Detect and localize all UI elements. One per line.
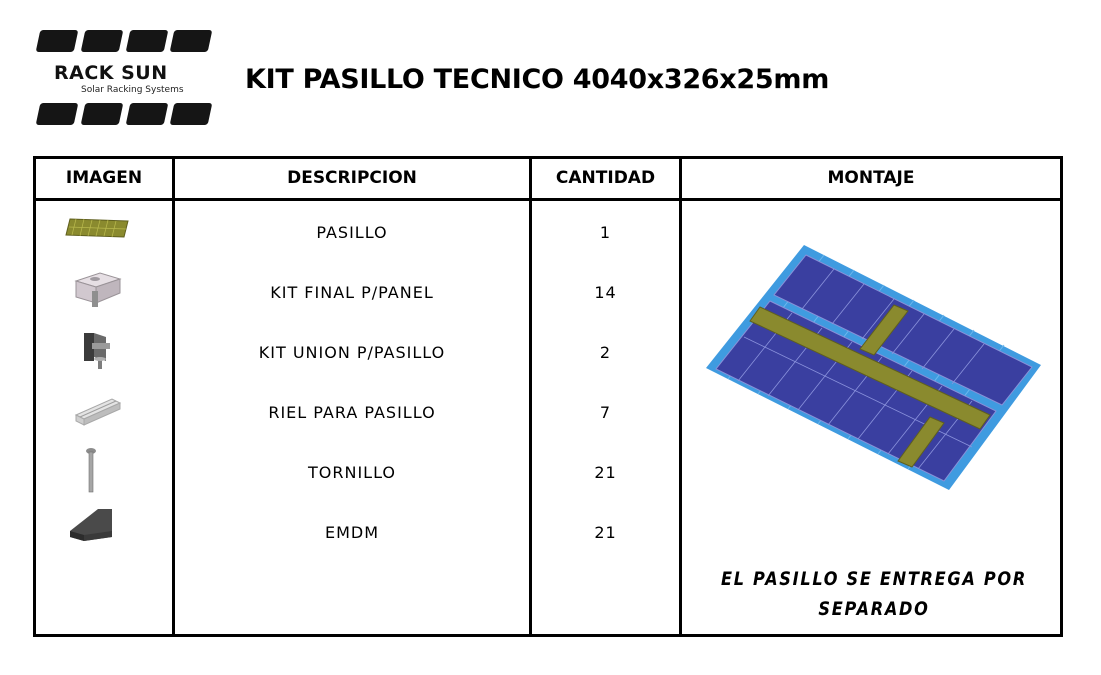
parts-table: [33, 156, 1063, 637]
row-description: RIEL PARA PASILLO: [268, 403, 436, 422]
row-description: KIT UNION P/PASILLO: [258, 343, 446, 362]
row-quantity: 21: [594, 523, 617, 542]
logo-tagline: Solar Racking Systems: [81, 85, 184, 95]
column-divider: [679, 159, 682, 634]
assembly-illustration: [704, 243, 1046, 493]
row-quantity: 7: [599, 403, 612, 422]
epdm-pad-icon: [68, 507, 116, 547]
logo-bars-bottom: [38, 103, 210, 125]
row-description: TORNILLO: [307, 463, 397, 482]
header-description: DESCRIPCION: [287, 168, 417, 188]
walkway-panel-icon: [64, 215, 134, 241]
rail-icon: [72, 395, 124, 429]
assembly-note: EL PASILLO SE ENTREGA POR SEPARADO: [721, 568, 1027, 620]
row-description: KIT FINAL P/PANEL: [270, 283, 434, 302]
row-quantity: 14: [594, 283, 617, 302]
row-description: PASILLO: [316, 223, 388, 242]
header-image: IMAGEN: [65, 168, 143, 188]
logo-name: RACK SUN: [54, 62, 168, 84]
logo-bars-top: [38, 30, 210, 52]
header-quantity: CANTIDAD: [555, 168, 656, 188]
end-clamp-icon: [72, 267, 126, 309]
row-description: EMDM: [324, 523, 380, 542]
row-quantity: 1: [599, 223, 612, 242]
page-title: KIT PASILLO TECNICO 4040x326x25mm: [245, 64, 830, 95]
union-clamp-icon: [78, 329, 114, 371]
header-divider: [36, 198, 1060, 201]
rack-sun-logo: [38, 30, 210, 126]
row-quantity: 21: [594, 463, 617, 482]
header-assembly: MONTAJE: [827, 168, 915, 188]
row-quantity: 2: [599, 343, 612, 362]
screw-icon: [84, 447, 98, 493]
